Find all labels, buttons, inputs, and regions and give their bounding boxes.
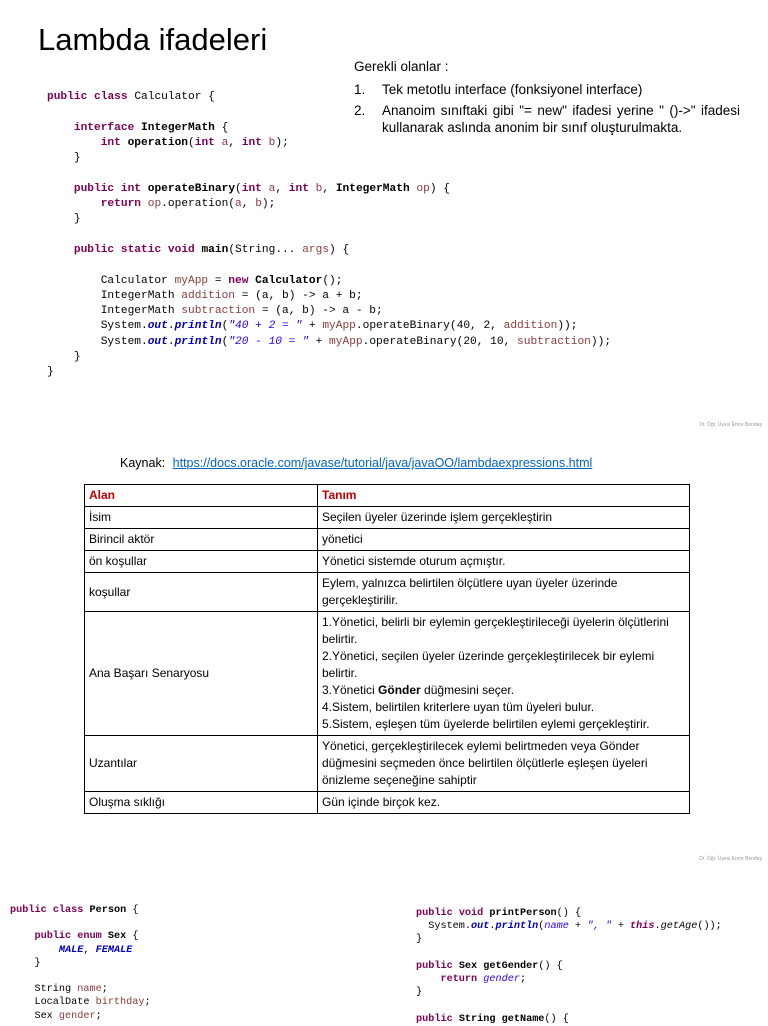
person-methods-code: public void printPerson() { System.out.println(name + ", " + this.getAge()); } public Sex getGender() { return gender; } public String getName() { <box>416 908 722 1025</box>
source-line <box>120 456 592 470</box>
table-cell-scenario <box>318 612 690 736</box>
table-row <box>85 529 690 551</box>
calculator-code: public class Calculator { interface IntegerMath { int operation(int a, int b); } public int operateBinary(int a, int b, IntegerMath op) { return op.operation(a, b); } public static void main(String... args) { Calculator myApp = new Calculator(); IntegerMath addition = (a, b) -> a + b; IntegerMath subtraction = (a, b) -> a - b; System.out.println("40 + 2 = " + myApp.operateBinary(40, 2, addition)); System.out.println("20 - 10 = " + myApp.operateBinary(20, 10, subtraction)); } } <box>47 91 612 379</box>
table-cell-definition: Gün içinde birçok kez. <box>318 792 690 814</box>
send-keyword: Gönder <box>378 683 421 697</box>
table-cell-field: Oluşma sıklığı <box>85 792 318 814</box>
table-cell-field: koşullar <box>85 573 318 612</box>
scenario-step-text: düğmesini seçer. <box>420 683 515 697</box>
scenario-step <box>322 682 685 699</box>
table-header-row <box>85 485 690 507</box>
table-cell-definition: Yönetici sistemde oturum açmıştır. <box>318 551 690 573</box>
table-row <box>85 573 690 612</box>
author-credit: Dr. Öğr. Üyesi Emre Bendeş <box>699 856 762 862</box>
table-cell-field: Birincil aktör <box>85 529 318 551</box>
notes-item <box>354 81 740 98</box>
scenario-step-text: 3.Yönetici <box>322 683 379 697</box>
notes-header: Gerekli olanlar : <box>354 59 449 74</box>
slide-person-code <box>0 880 768 1024</box>
table-cell-definition: yönetici <box>318 529 690 551</box>
table-cell-field: Uzantılar <box>85 736 318 792</box>
table-row <box>85 507 690 529</box>
slide-title: Lambda ifadeleri <box>38 22 268 57</box>
person-class-code: public class Person { public enum Sex { MALE, FEMALE } String name; LocalDate birthday; Sex gender; <box>10 905 151 1022</box>
notes-item-number: 2. <box>354 103 366 118</box>
scenario-step: 2.Yönetici, seçilen üyeler üzerinde gerçekleştirilecek bir eylemi belirtir. <box>322 649 655 680</box>
scenario-step: 4.Sistem, belirtilen kriterlere uyan tüm üyeleri bulur. <box>322 700 595 714</box>
table-cell-definition: Yönetici, gerçekleştirilecek eylemi belirtmeden veya Gönder düğmesini seçmeden önce belirtilen ölçütlerle eşleşen üyeleri önizleme seçeneğine sahiptir <box>318 736 690 792</box>
notes-item-text: Tek metotlu interface (fonksiyonel interface) <box>382 82 643 97</box>
scenario-step: 5.Sistem, eşleşen tüm üyelerde belirtilen eylemi gerçekleştirir. <box>322 717 650 731</box>
table-cell-field: İsim <box>85 507 318 529</box>
table-cell-field: Ana Başarı Senaryosu <box>85 612 318 736</box>
table-row <box>85 736 690 792</box>
author-credit: Dr. Öğr. Üyesi Emre Bendeş <box>699 422 762 428</box>
notes-item <box>354 102 740 136</box>
notes-item-number: 1. <box>354 82 366 97</box>
use-case-table <box>84 484 690 814</box>
scenario-step: 1.Yönetici, belirli bir eylemin gerçekleştirileceği üyelerin ölçütlerini belirtir. <box>322 615 669 646</box>
table-cell-definition: Eylem, yalnızca belirtilen ölçütlere uyan üyeler üzerinde gerçekleştirilir. <box>318 573 690 612</box>
notes-list <box>354 81 740 136</box>
table-row <box>85 551 690 573</box>
table-cell-field: ön koşullar <box>85 551 318 573</box>
table-header-cell: Alan <box>85 485 318 507</box>
table-row <box>85 792 690 814</box>
table-cell-definition: Seçilen üyeler üzerinde işlem gerçekleştirin <box>318 507 690 529</box>
slide-lambda <box>0 0 768 432</box>
slide-use-case <box>0 432 768 880</box>
table-header-cell: Tanım <box>318 485 690 507</box>
table-row <box>85 612 690 736</box>
requirements-notes <box>354 58 740 140</box>
source-link[interactable]: https://docs.oracle.com/javase/tutorial/java/javaOO/lambdaexpressions.html <box>172 456 593 470</box>
source-label: Kaynak: <box>120 456 166 470</box>
notes-item-text: Ananoim sınıftaki gibi "= new" ifadesi yerine " ()->" ifadesi kullanarak aslında anonim bir sınıf oluşturulmakta. <box>382 103 740 135</box>
